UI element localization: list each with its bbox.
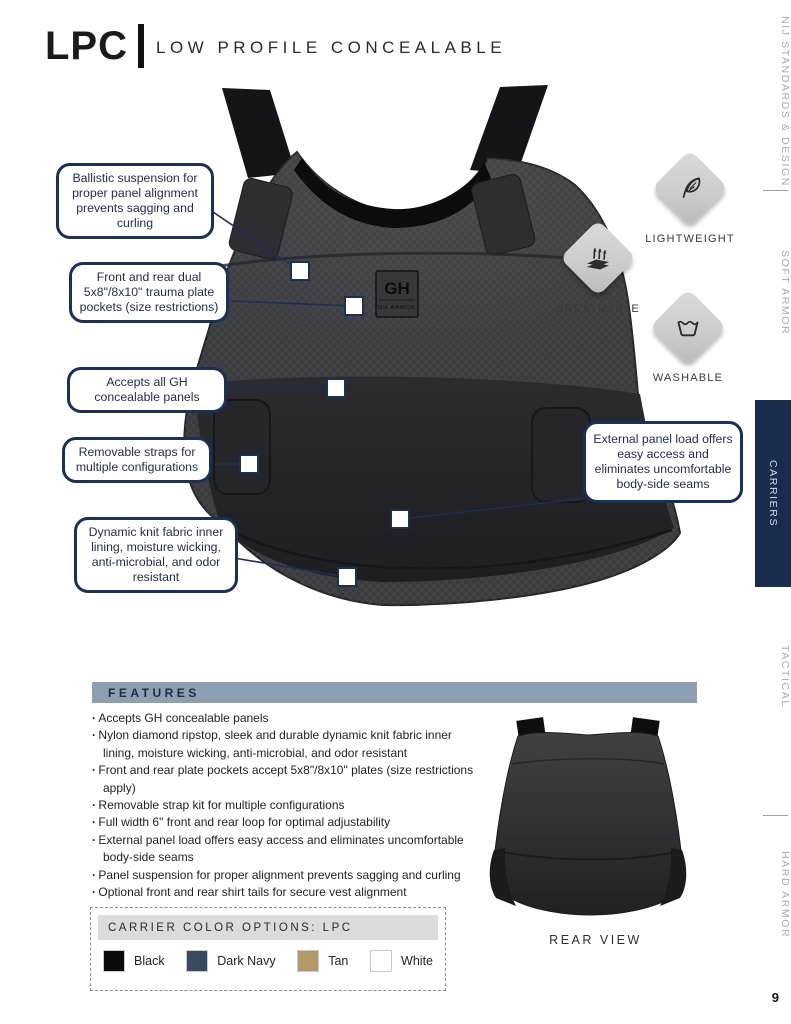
color-option-tan xyxy=(297,950,348,972)
sidebar-item-soft-armor: SOFT ARMOR xyxy=(779,250,791,336)
page-title: LOW PROFILE CONCEALABLE xyxy=(156,38,507,57)
feather-icon xyxy=(676,174,704,202)
swatch-label: White xyxy=(401,954,433,968)
carrier-color-options-title: CARRIER COLOR OPTIONS: LPC xyxy=(108,921,353,934)
features-list xyxy=(92,710,480,901)
washable-icon xyxy=(674,313,702,341)
breathable-icon xyxy=(584,244,612,272)
logo-monogram: GH xyxy=(384,279,410,298)
sidebar-item-nij-standards-design: NIJ STANDARDS & DESIGN xyxy=(779,15,791,187)
callout-text: External panel load offers easy access and eliminates uncomfortable body-side seams xyxy=(593,432,733,491)
badge-label: LIGHTWEIGHT xyxy=(645,233,735,245)
callout-text: Ballistic suspension for proper panel alignment prevents sagging and curling xyxy=(72,171,198,230)
callout-trauma-plate-pockets xyxy=(69,262,229,323)
logo-name: GH ARMOR xyxy=(378,305,416,311)
black-swatch xyxy=(103,950,125,972)
callout-ballistic-suspension xyxy=(56,163,214,239)
color-option-white xyxy=(370,950,433,972)
sidebar-item-tactical: TACTICAL xyxy=(779,644,791,708)
feature-item: · Full width 6" front and rear loop for optimal adjustability xyxy=(92,814,480,831)
product-abbreviation: LPC xyxy=(45,24,128,68)
color-option-dark-navy xyxy=(186,950,275,972)
callout-text: Accepts all GH concealable panels xyxy=(94,375,200,404)
white-swatch xyxy=(370,950,392,972)
feature-item: · Nylon diamond ripstop, sleek and durable dynamic knit fabric inner lining, moisture wicking, anti-microbial, and odor resistant xyxy=(92,727,480,762)
swatch-label: Tan xyxy=(328,954,349,968)
feature-item: · Front and rear plate pockets accept 5x8"/8x10" plates (size restrictions apply) xyxy=(92,762,480,797)
gh-armor-logo-patch xyxy=(376,271,418,317)
callout-text: Dynamic knit fabric inner lining, moisture wicking, anti-microbial, and odor resistant xyxy=(88,525,224,584)
feature-item: · External panel load offers easy access and eliminates uncomfortable body-side seams xyxy=(92,832,480,867)
sidebar-item-carriers-active: CARRIERS xyxy=(755,400,791,587)
section-tab-sidebar xyxy=(755,0,791,1024)
swatch-label: Dark Navy xyxy=(217,954,276,968)
feature-item: · Accepts GH concealable panels xyxy=(92,710,480,727)
badge-label: WASHABLE xyxy=(652,372,724,384)
callout-text: Removable straps for multiple configurations xyxy=(75,445,199,474)
callout-text: Front and rear dual 5x8"/8x10" trauma plate pockets (size restrictions) xyxy=(79,270,219,314)
carrier-color-options-header xyxy=(98,915,438,940)
color-swatch-row xyxy=(103,950,433,972)
carrier-color-options-box xyxy=(90,907,446,991)
feature-item: · Optional front and rear shirt tails for secure vest alignment xyxy=(92,884,480,901)
color-option-black xyxy=(103,950,165,972)
feature-item: · Removable strap kit for multiple configurations xyxy=(92,797,480,814)
page-number: 9 xyxy=(771,990,779,1005)
callout-removable-straps xyxy=(62,437,212,483)
tan-swatch xyxy=(297,950,319,972)
features-section-header xyxy=(92,682,697,703)
features-title: FEATURES xyxy=(108,685,200,700)
callout-external-panel-load xyxy=(583,421,743,503)
badge-label: BREATHABLE xyxy=(556,303,640,315)
dark-navy-swatch xyxy=(186,950,208,972)
swatch-label: Black xyxy=(134,954,165,968)
callout-accepts-panels xyxy=(67,367,227,413)
sidebar-divider xyxy=(763,815,788,816)
sidebar-divider xyxy=(763,190,788,191)
rear-view-vest-image xyxy=(478,702,713,922)
rear-view-label: REAR VIEW xyxy=(549,933,642,947)
callout-dynamic-knit-fabric xyxy=(74,517,238,593)
feature-item: · Panel suspension for proper alignment prevents sagging and curling xyxy=(92,867,480,884)
sidebar-item-hard-armor: HARD ARMOR xyxy=(779,851,791,939)
